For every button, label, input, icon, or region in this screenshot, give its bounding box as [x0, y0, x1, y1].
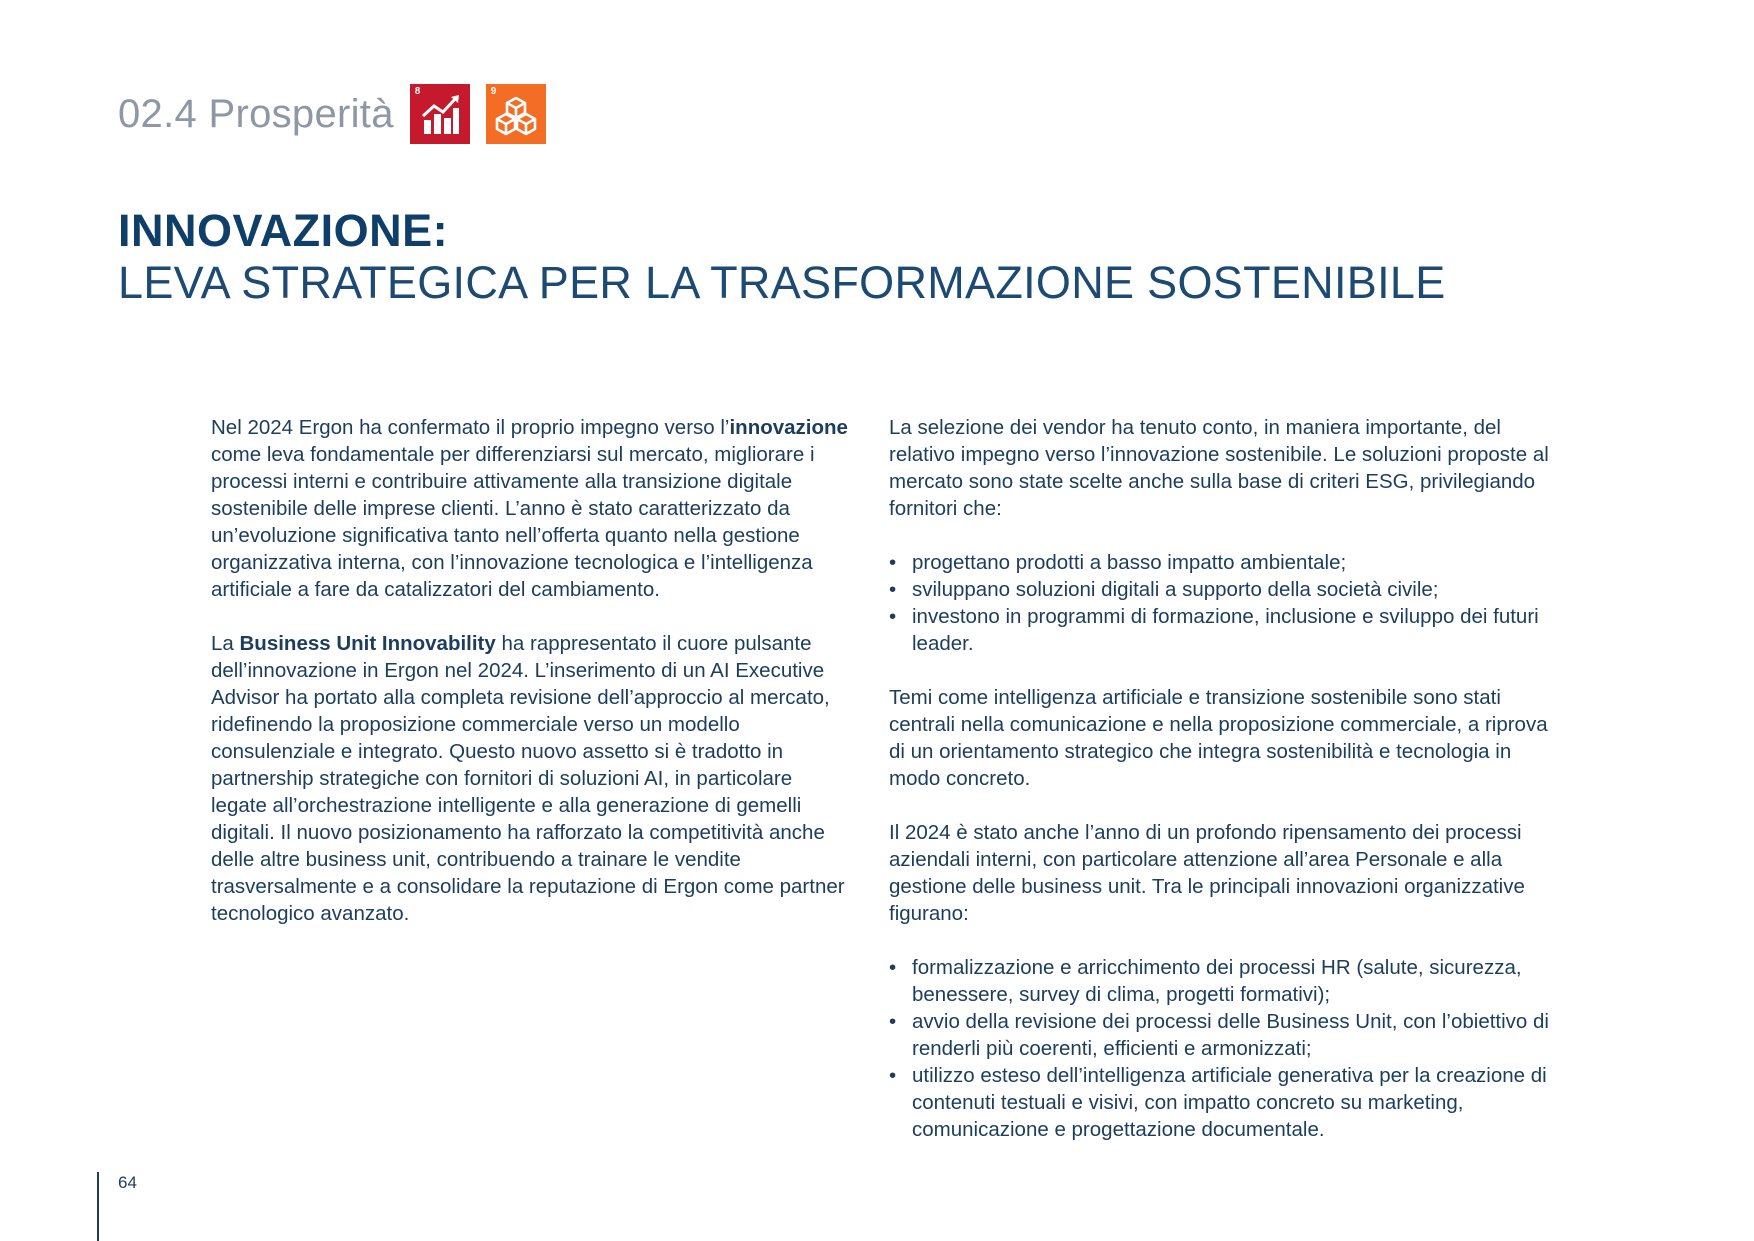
right-paragraph-2: Temi come intelligenza artificiale e transizione sostenibile sono stati centrali nella comunicazione e nella proposizione commerciale, a riprova di un orientamento strategico che integra sostenibilità e tecnologia in modo concreto. [889, 686, 1548, 790]
sdg-8-number: 8 [414, 86, 421, 97]
left-paragraph-1 [211, 414, 851, 603]
text-span: ha rappresentato il cuore pulsante dell’innovazione in Ergon nel 2024. L’inserimento di un AI Executive Advisor ha portato alla completa revisione dell’approccio al mercato, ridefinendo la proposizione commerciale verso un modello consulenziale e integrato. Questo nuovo assetto si è tradotto in partnership strategiche con fornitori di soluzioni AI, in particolare legate all’orchestrazione intelligente e alla generazione di gemelli digitali. Il nuovo posizionamento ha rafforzato la competitività anche delle altre business unit, contribuendo a trainare le vendite trasversalmente e a consolidare la reputazione di Ergon come partner tecnologico avanzato. [211, 632, 845, 925]
left-column [211, 414, 851, 954]
sdg-9-badge [486, 84, 546, 144]
list-item: • investono in programmi di formazione, inclusione e sviluppo dei futuri leader. [889, 603, 1549, 657]
right-column [889, 414, 1549, 1170]
headline-bold: INNOVAZIONE: [118, 205, 449, 256]
list-item: • avvio della revisione dei processi delle Business Unit, con l’obiettivo di renderli più coerenti, efficienti e armonizzati; [889, 1008, 1549, 1062]
growth-chart-icon [418, 94, 462, 138]
cubes-icon [494, 94, 538, 138]
bold-term: innovazione [729, 416, 848, 439]
list-item: • sviluppano soluzioni digitali a supporto della società civile; [889, 576, 1549, 603]
section-title: 02.4 Prosperità [118, 92, 394, 136]
list-item: • utilizzo esteso dell’intelligenza artificiale generativa per la creazione di contenuti testuali e visivi, con impatto concreto su marketing, comunicazione e progettazione documentale. [889, 1062, 1549, 1143]
right-paragraph-1: La selezione dei vendor ha tenuto conto, in maniera importante, del relativo impegno verso l’innovazione sostenibile. Le soluzioni proposte al mercato sono state scelte anche sulla base di criteri ESG, privilegiando fornitori che: [889, 416, 1549, 520]
page-number: 64 [118, 1173, 137, 1192]
section-header [118, 84, 546, 144]
list-item: • progettano prodotti a basso impatto ambientale; [889, 549, 1549, 576]
vendor-criteria-list [889, 549, 1549, 657]
bold-term: Business Unit Innovability [239, 632, 496, 655]
left-paragraph-2 [211, 630, 851, 927]
headline [118, 206, 1446, 310]
sdg-8-badge [410, 84, 470, 144]
text-span: come leva fondamentale per differenziarsi sul mercato, migliorare i processi interni e contribuire attivamente alla transizione digitale sostenibile delle imprese clienti. L’anno è stato caratterizzato da un’evoluzione significativa tanto nell’offerta quanto nella gestione organizzativa interna, con l’innovazione tecnologica e l’intelligenza artificiale a fare da catalizzatori del cambiamento. [211, 443, 815, 601]
text-span: Nel 2024 Ergon ha confermato il proprio impegno verso l’ [211, 416, 730, 439]
sdg-9-number: 9 [490, 86, 497, 97]
organizational-innovations-list [889, 954, 1549, 1143]
right-paragraph-3: Il 2024 è stato anche l’anno di un profondo ripensamento dei processi aziendali interni, con particolare attenzione all’area Personale e alla gestione delle business unit. Tra le principali innovazioni organizzative figurano: [889, 821, 1525, 925]
headline-subtitle: LEVA STRATEGICA PER LA TRASFORMAZIONE SOSTENIBILE [118, 257, 1446, 308]
page-rule [97, 1172, 99, 1241]
list-item: • formalizzazione e arricchimento dei processi HR (salute, sicurezza, benessere, survey di clima, progetti formativi); [889, 954, 1549, 1008]
text-span: La [211, 632, 240, 655]
